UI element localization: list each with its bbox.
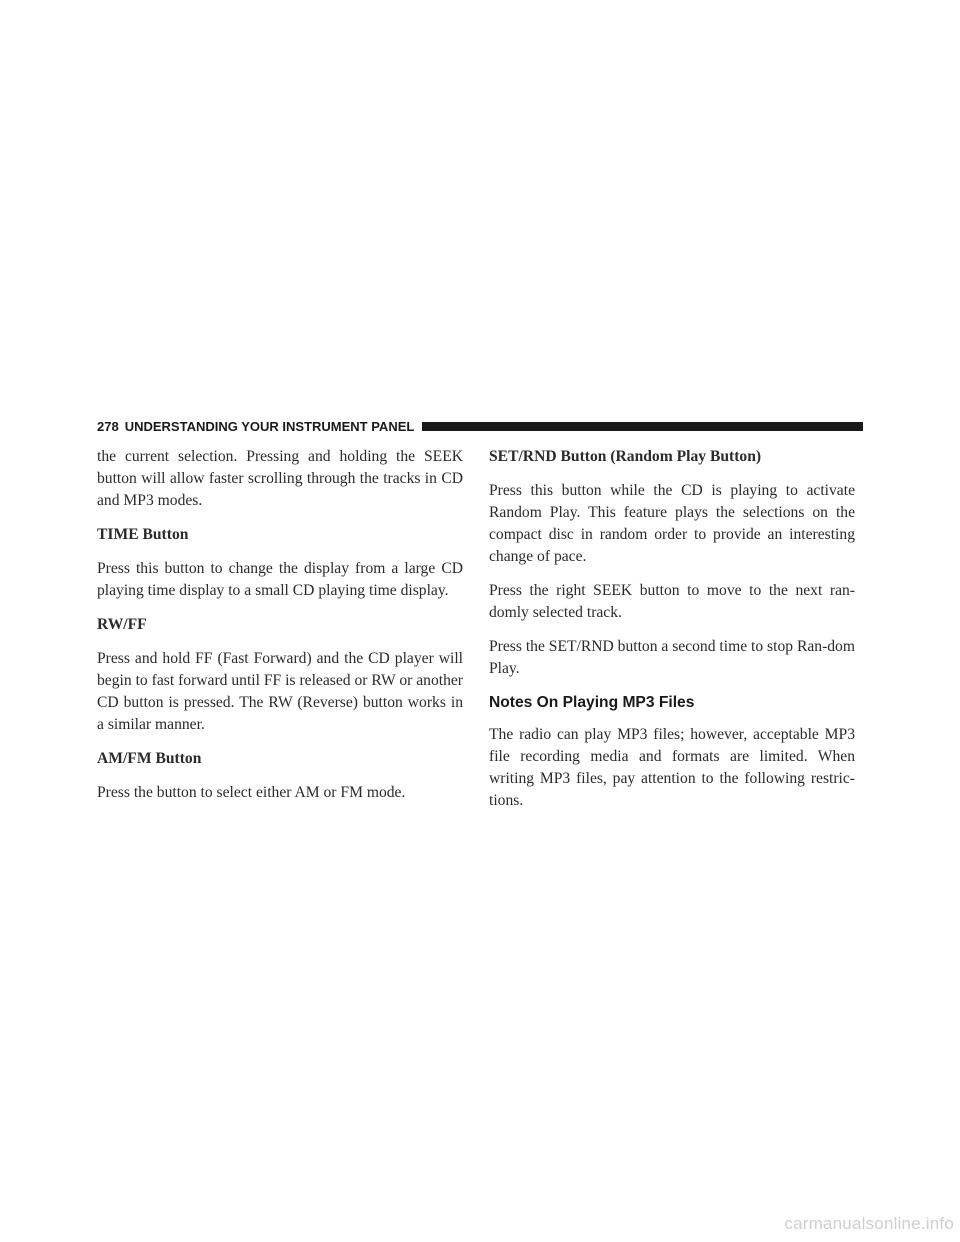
mp3-notes-paragraph: The radio can play MP3 files; however, acceptable MP3 file recording media and formats are limited. When writing MP3 files, pay attention to the following restric-tions. [489, 726, 855, 809]
am-fm-button-paragraph: Press the button to select either AM or FM mode. [97, 784, 406, 801]
set-rnd-paragraph-3: Press the SET/RND button a second time to stop Ran-dom Play. [489, 638, 855, 677]
section-title: UNDERSTANDING YOUR INSTRUMENT PANEL [124, 418, 415, 434]
rw-ff-paragraph: Press and hold FF (Fast Forward) and the CD player will begin to fast forward until FF is released or RW or another CD button is pressed. The RW (Reverse) button works in a similar manner. [97, 650, 463, 733]
page-header [97, 416, 863, 436]
right-column [489, 446, 855, 824]
am-fm-button-heading: AM/FM Button [97, 750, 202, 767]
seek-continuation-paragraph: the current selection. Pressing and holding the SEEK button will allow faster scrolling through the tracks in CD and MP3 modes. [97, 448, 463, 509]
set-rnd-button-heading: SET/RND Button (Random Play Button) [489, 448, 762, 465]
time-button-heading: TIME Button [97, 526, 189, 543]
left-column [97, 446, 463, 816]
set-rnd-paragraph-1: Press this button while the CD is playing to activate Random Play. This feature plays the selections on the compact disc in random order to provide an interesting change of pace. [489, 482, 855, 565]
site-watermark: carmanualsonline.info [784, 1214, 954, 1233]
mp3-notes-heading: Notes On Playing MP3 Files [489, 694, 695, 711]
rw-ff-heading: RW/FF [97, 616, 147, 633]
header-rule [422, 422, 863, 431]
page-number: 278 [97, 418, 119, 434]
time-button-paragraph: Press this button to change the display from a large CD playing time display to a small CD playing time display. [97, 560, 463, 599]
set-rnd-paragraph-2: Press the right SEEK button to move to the next ran-domly selected track. [489, 582, 855, 621]
